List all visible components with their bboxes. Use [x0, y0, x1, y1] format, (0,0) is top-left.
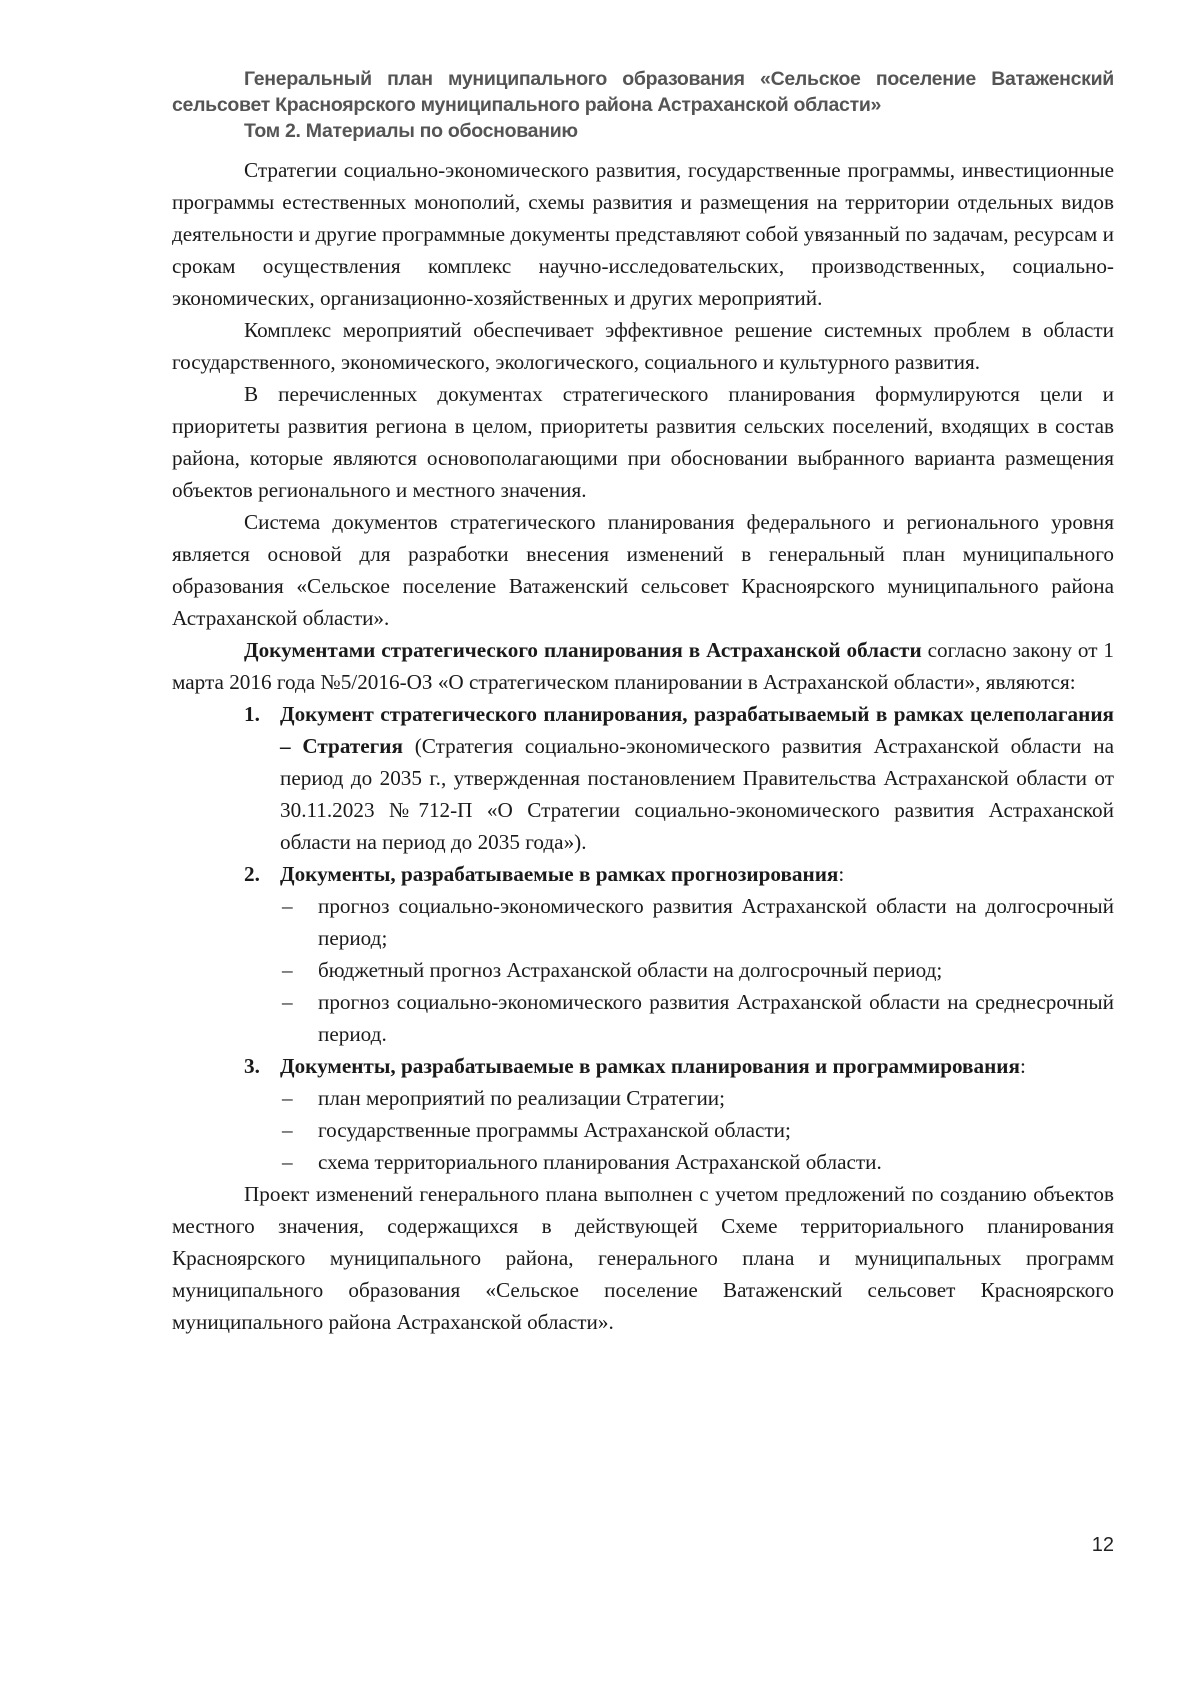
document-body: [172, 154, 1114, 1338]
strategic-documents-list: [172, 698, 1114, 1178]
dash-bullet: –: [282, 990, 293, 1014]
list-item: [244, 698, 1115, 858]
list-item-title: Документ стратегического планирования, разрабатываемый в рамках целеполагания – Стратегия: [280, 702, 1114, 758]
paragraph: Система документов стратегического планирования федерального и регионального уровня является основой для разработки внесения изменений в генеральный план муниципального образования «Сельское поселение Ватаженский сельсовет Красноярского муниципального района Астраханской области».: [172, 510, 1114, 630]
header-title: Генеральный план муниципального образования «Сельское поселение Ватаженский сельсовет Красноярского муниципального района Астраханской области»: [172, 68, 1114, 116]
header-volume: Том 2. Материалы по обоснованию: [244, 120, 578, 142]
intro-paragraph: [172, 634, 1114, 698]
list-item-title: Документы, разрабатываемые в рамках прогнозирования: [280, 862, 839, 886]
sub-list-item: [282, 1146, 1114, 1178]
sub-list: [280, 1082, 1114, 1178]
sub-list-text: бюджетный прогноз Астраханской области на долгосрочный период;: [318, 958, 943, 982]
sub-list-item: [282, 1082, 1114, 1114]
list-item-text: :: [838, 862, 845, 886]
list-item-text: (Стратегия социально-экономического развития Астраханской области на период до 2035 г., утвержденная постановлением Правительства Астраханской области от 30.11.2023 №712-П «О Стратегии социально-экономического развития Астраханской области на период до 2035 года»).: [280, 734, 1115, 854]
document-page: [172, 66, 1114, 1338]
sub-list-item: [282, 986, 1114, 1050]
dash-bullet: –: [282, 1118, 293, 1142]
paragraph: Комплекс мероприятий обеспечивает эффективное решение системных проблем в области государственного, экономического, экологического, социального и культурного развития.: [172, 318, 1114, 374]
list-item: [244, 858, 1114, 1050]
dash-bullet: –: [282, 958, 293, 982]
sub-list-text: план мероприятий по реализации Стратегии;: [318, 1086, 726, 1110]
sub-list: [280, 890, 1114, 1050]
list-item: [244, 1050, 1114, 1178]
list-number: 2.: [244, 862, 260, 886]
intro-bold: Документами стратегического планирования в Астраханской области: [244, 638, 922, 662]
sub-list-text: государственные программы Астраханской области;: [318, 1118, 791, 1142]
dash-bullet: –: [282, 894, 293, 918]
paragraph: В перечисленных документах стратегического планирования формулируются цели и приоритеты развития региона в целом, приоритеты развития сельских поселений, входящих в состав района, которые являются основополагающими при обосновании выбранного варианта размещения объектов регионального и местного значения.: [172, 382, 1114, 502]
page-number: 12: [1091, 1534, 1114, 1556]
list-number: 3.: [244, 1054, 260, 1078]
sub-list-item: [282, 1114, 1114, 1146]
closing-paragraph: Проект изменений генерального плана выполнен с учетом предложений по созданию объектов местного значения, содержащихся в действующей Схеме территориального планирования Красноярского муниципального района, генерального плана и муниципальных программ муниципального образования «Сельское поселение Ватаженский сельсовет Красноярского муниципального района Астраханской области».: [172, 1182, 1114, 1334]
paragraph: Стратегии социально-экономического развития, государственные программы, инвестиционные программы естественных монополий, схемы развития и размещения на территории отдельных видов деятельности и другие программные документы представляют собой увязанный по задачам, ресурсам и срокам осуществления комплекс научно-исследовательских, производственных, социально-экономических, организационно-хозяйственных и других мероприятий.: [172, 158, 1114, 310]
list-number: 1.: [244, 702, 260, 726]
sub-list-text: схема территориального планирования Астраханской области.: [318, 1150, 882, 1174]
sub-list-text: прогноз социально-экономического развития Астраханской области на среднесрочный период.: [318, 990, 1114, 1046]
dash-bullet: –: [282, 1150, 293, 1174]
list-item-text: :: [1019, 1054, 1026, 1078]
sub-list-item: [282, 890, 1114, 954]
dash-bullet: –: [282, 1086, 293, 1110]
sub-list-item: [282, 954, 1114, 986]
intro-rest: согласно закону от 1 марта 2016 года №5/2016-ОЗ «О стратегическом планировании в Астраханской области», являются:: [172, 638, 1115, 694]
sub-list-text: прогноз социально-экономического развития Астраханской области на долгосрочный период;: [318, 894, 1114, 950]
running-header: [172, 66, 1114, 144]
list-item-title: Документы, разрабатываемые в рамках планирования и программирования: [280, 1054, 1020, 1078]
